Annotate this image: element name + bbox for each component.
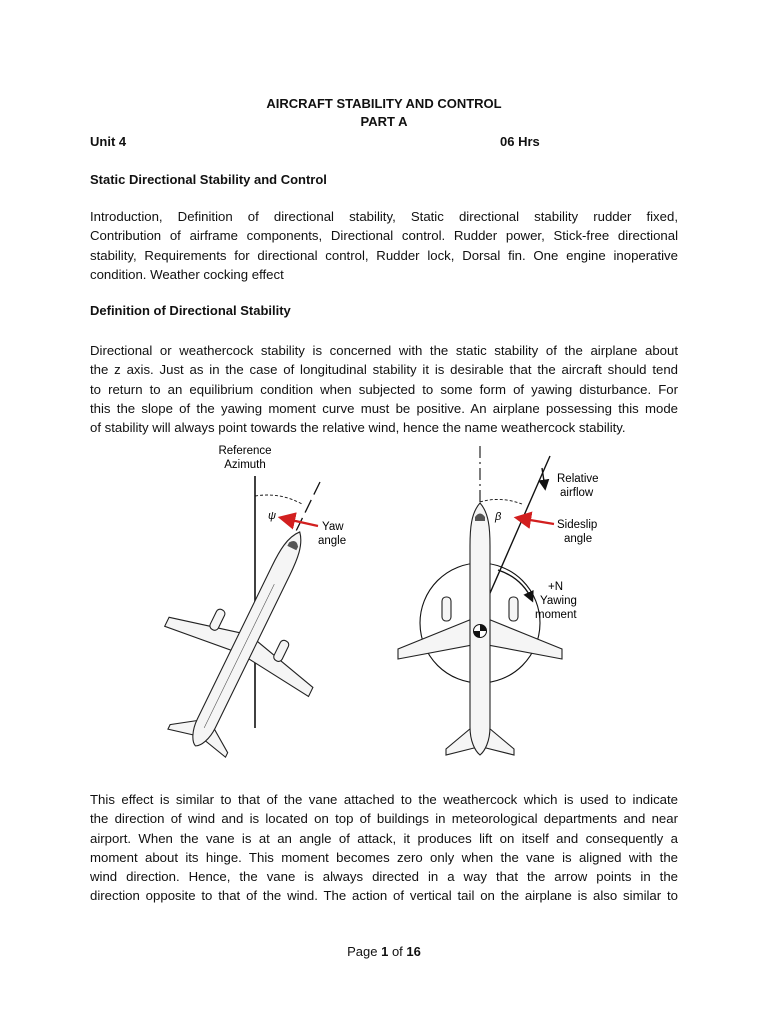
- reference-label-2: Azimuth: [224, 459, 266, 471]
- definition-line: to return to an equilibrium condition when subjected to some form of yawing disturbance. For: [90, 381, 678, 397]
- definition-line: Directional or weathercock stability is concerned with the static stability of the airplane about: [90, 343, 678, 358]
- left-diagram: [150, 445, 372, 781]
- sideslip-angle-arc: [480, 499, 522, 504]
- unit-label: Unit 4: [90, 134, 127, 149]
- yaw-angle-arc: [255, 495, 302, 504]
- definition-line: this the slope of the yawing moment curve must be positive. An airplane possessing this mode: [90, 400, 678, 416]
- page-footer: [0, 944, 768, 959]
- sideslip-label-2: angle: [564, 533, 593, 545]
- of-word: of: [391, 944, 403, 959]
- reference-label-1: Reference: [218, 445, 272, 457]
- yaw-label-1: Yaw: [322, 521, 344, 533]
- aligned-aircraft-icon: [398, 503, 562, 755]
- document-title: AIRCRAFT STABILITY AND CONTROL: [266, 96, 502, 111]
- sideslip-label-1: Sideslip: [557, 519, 598, 531]
- page-total: 16: [406, 944, 421, 959]
- definition-heading: Definition of Directional Stability: [90, 303, 291, 318]
- psi-symbol: ψ: [268, 510, 277, 522]
- definition-line: of stability will always point towards the relative wind, hence the name weathercock stability.: [90, 420, 626, 436]
- vane-paragraph: [90, 790, 678, 906]
- page-number: 1: [381, 944, 389, 959]
- vane-line: moment about its hinge. This moment becomes zero only when the vane is aligned with the: [90, 849, 678, 865]
- moment-label-2: Yawing: [540, 595, 577, 607]
- intro-line: condition. Weather cocking effect: [90, 266, 284, 282]
- directional-stability-figure: [150, 438, 620, 783]
- relative-label-1: Relative: [557, 473, 599, 485]
- yaw-label-2: angle: [318, 535, 347, 547]
- right-diagram: [398, 446, 599, 755]
- intro-line: Contribution of airframe components, Directional control. Rudder power, Stick-free directional: [90, 228, 678, 244]
- beta-symbol: β: [495, 511, 502, 523]
- vane-line: wind direction. Hence, the vane is always directed in a way that the arrow points in the: [90, 869, 678, 885]
- page-word: Page: [347, 944, 378, 959]
- section-title: Static Directional Stability and Control: [90, 172, 327, 187]
- moment-label-3: moment: [535, 609, 577, 621]
- hours-label: 06 Hrs: [500, 134, 540, 149]
- vane-line: This effect is similar to that of the vane attached to the weathercock which is used to indicate: [90, 792, 678, 807]
- definition-line: the z axis. Just as in the case of longitudinal stability it is desirable that the aircraft should tend: [90, 362, 678, 378]
- vane-line: the direction of wind and is located on top of buildings in meteorological departments and near: [90, 811, 678, 827]
- vane-line: direction opposite to that of the wind. The action of vertical tail on the airplane is also similar to: [90, 888, 678, 904]
- yaw-angle-arrow: [282, 518, 318, 526]
- document-part: PART A: [360, 114, 408, 129]
- vane-line: airport. When the vane is at an angle of attack, it produces lift on itself and consequently a: [90, 830, 678, 846]
- sideslip-angle-arrow: [518, 518, 554, 524]
- definition-paragraph: [90, 341, 678, 437]
- relative-label-2: airflow: [560, 487, 594, 499]
- intro-line: Introduction, Definition of directional stability, Static directional stability rudder fixed,: [90, 209, 678, 224]
- intro-paragraph: [90, 207, 678, 284]
- moment-label-1: +N: [548, 581, 564, 593]
- intro-line: stability, Requirements for directional control, Rudder lock, Dorsal fin. One engine inoperative: [90, 247, 678, 263]
